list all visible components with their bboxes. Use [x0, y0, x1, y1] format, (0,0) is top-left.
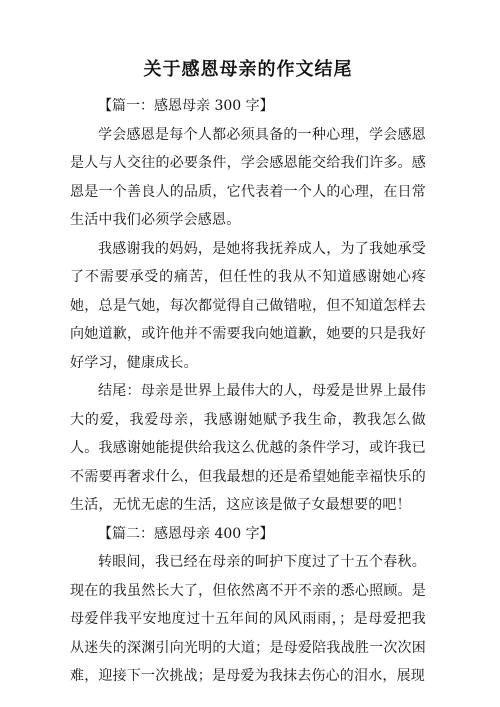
- document-title: 关于感恩母亲的作文结尾: [143, 59, 353, 80]
- section-2: [70, 520, 426, 691]
- section-heading: 【篇一：感恩母亲 300 字】: [98, 98, 274, 114]
- paragraph: 结尾：母亲是世界上最伟大的人，母爱是世界上最伟大的爱，我爱母亲，我感谢她赋予我生命，教我怎么做人。我感谢她能提供给我这么优越的条件学习，或许我已不需要再奢求什么，但我最想的还是希望她能幸福快乐的生活，无忧无虑的生活，这应该是做子女最想要的吧！: [70, 383, 426, 513]
- paragraph: 学会感恩是每个人都必须具备的一种心理，学会感恩是人与人交往的必要条件，学会感恩能交给我们许多。感恩是一个善良人的品质，它代表着一个人的心理，在日常生活中我们必须学会感恩。: [70, 126, 426, 228]
- section-heading: 【篇二：感恩母亲 400 字】: [98, 525, 274, 542]
- paragraph: 我感谢我的妈妈，是她将我抚养成人，为了我她承受了不需要承受的痛苦，但任性的我从不知道感谢她心疼她，总是气她，每次都觉得自己做错啦，但不知道怎样去向她道歉，或许他并不需要我向她道歉，她要的只是我好好学习，健康成长。: [70, 240, 426, 371]
- paragraph: 转眼间，我已经在母亲的呵护下度过了十五个春秋。现在的我虽然长大了，但依然离不开不亲的悉心照顾。是母爱伴我平安地度过十五年间的风风雨雨，；是母爱把我从迷失的深渊引向光明的大道；是母爱陪我战胜一次次困难，迎接下一次挑战；是母爱为我抹去伤心的泪水，展现: [70, 554, 426, 684]
- section-1: [70, 92, 426, 520]
